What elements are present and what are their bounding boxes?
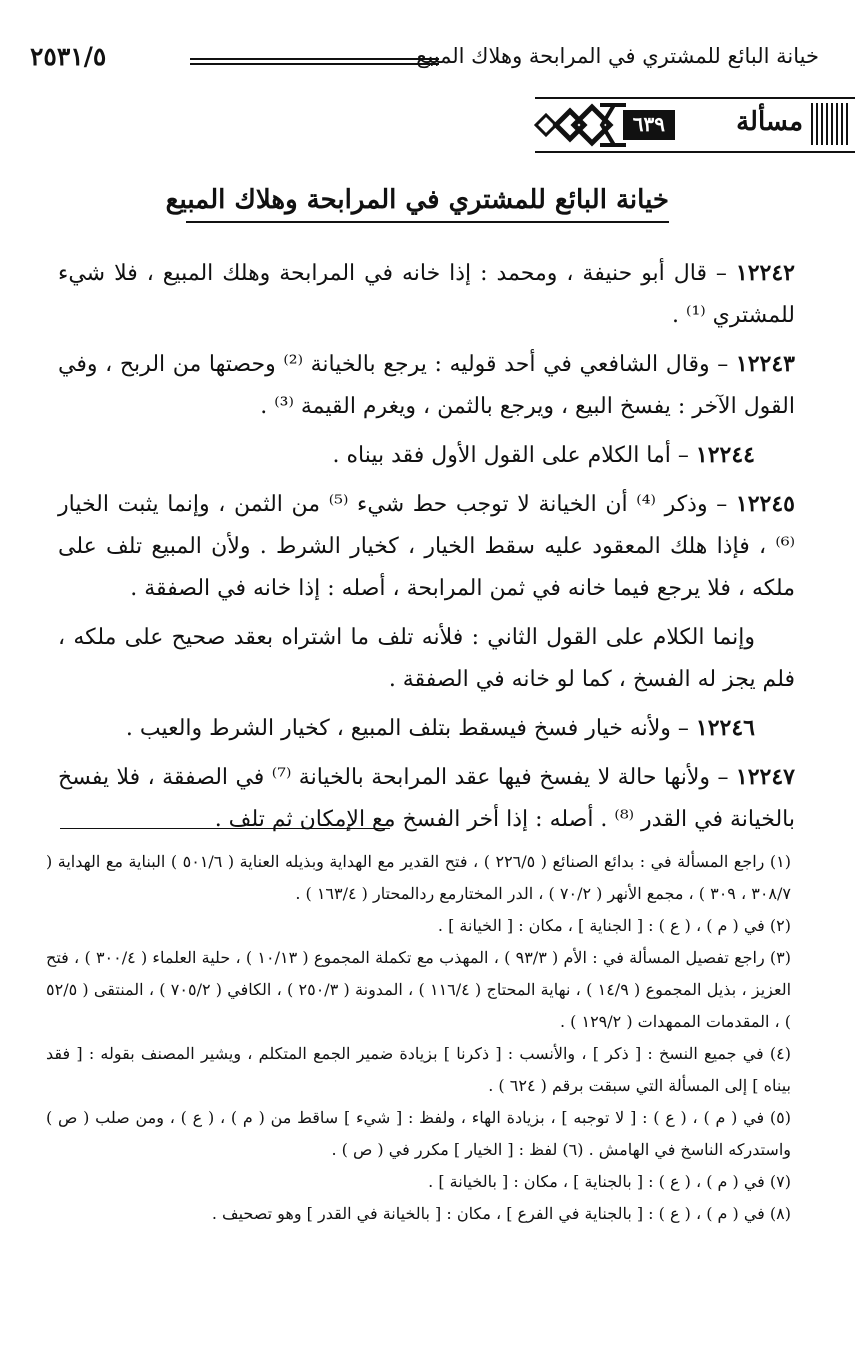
running-header	[30, 44, 819, 78]
footnote: (٥) في ( م ) ، ( ع ) : [ لا توجبه ] ، بزيادة الهاء ، ولفظ : [ شيء ] ساقط من ( م ) ، ( ع ) ، ومن صلب ( ص ) واستدركه الناسخ في الهامش . (٦) لفظ : [ الخيار ] مكرر في ( ص ) .	[46, 1108, 791, 1159]
paragraph-number: ١٢٢٤٦	[695, 715, 755, 741]
footnotes	[46, 846, 791, 1230]
paragraph	[58, 252, 795, 337]
paragraph-text: – أما الكلام على القول الأول فقد بيناه .	[332, 443, 696, 468]
paragraph-number: ١٢٢٤٢	[735, 260, 795, 286]
page-reference: ٢٥٣١/٥	[30, 42, 107, 71]
vertical-lines-ornament	[811, 103, 849, 145]
paragraph-number: ١٢٢٤٧	[735, 764, 795, 790]
paragraph-number: ١٢٢٤٤	[695, 442, 755, 468]
footnote: (١) راجع المسألة في : بدائع الصنائع ( ٢٢٦/٥ ) ، فتح القدير مع الهداية وبذيله العناية ( ٥٠١/٦ ) البناية مع الهداية ( ٣٠٨/٧ ، ٣٠٩ ) ، مجمع الأنهر ( ٧٠/٢ ) ، الدر المختارمع ردالمحتار ( ١٦٣/٤ ) .	[46, 852, 791, 903]
paragraph-text: – ولأنها حالة لا يفسخ فيها عقد المرابحة بالخيانة ⁽⁷⁾ في الصفقة ، فلا يفسخ بالخيانة في القدر ⁽⁸⁾ . أصله : إذا أخر الفسخ مع الإمكان ثم تلف .	[58, 765, 795, 832]
knot-ornament-icon	[530, 97, 630, 153]
paragraph-number: ١٢٢٤٣	[735, 351, 795, 377]
masala-label: مسألة	[736, 107, 803, 137]
paragraph-text: – وذكر ⁽⁴⁾ أن الخيانة لا توجب حط شيء ⁽⁵⁾ من الثمن ، وإنما يثبت الخيار ⁽⁶⁾ ، فإذا هلك المعقود عليه سقط الخيار ، كخيار الشرط . ولأن المبيع تلف على ملكه ، فلا يرجع فيما خانه في ثمن المرابحة ، أصله : إذا خانه في الصفقة .	[58, 492, 795, 601]
section-heading: خيانة البائع للمشتري في المرابحة وهلاك المبيع	[186, 185, 669, 223]
paragraph	[58, 616, 795, 701]
footnote-separator	[60, 828, 390, 829]
paragraph-number: ١٢٢٤٥	[735, 491, 795, 517]
paragraph-text: – وقال الشافعي في أحد قوليه : يرجع بالخيانة ⁽²⁾ وحصتها من الربح ، وفي القول الآخر : يفسخ البيع ، ويرجع بالثمن ، ويغرم القيمة ⁽³⁾ .	[58, 352, 795, 419]
paragraph	[58, 434, 795, 477]
header-rule	[190, 58, 439, 65]
footnote: (٢) في ( م ) ، ( ع ) : [ الجناية ] ، مكان : [ الخيانة ] .	[437, 916, 791, 935]
footnote: (٤) في جميع النسخ : [ ذكر ] ، والأنسب : [ ذكرنا ] بزيادة ضمير الجمع المتكلم ، ويشير المصنف بقوله : [ فقد بيناه ] إلى المسألة التي سبقت برقم ( ٦٢٤ ) .	[46, 1044, 791, 1095]
masala-number: ٦٣٩	[623, 110, 675, 140]
running-title: خيانة البائع للمشتري في المرابحة وهلاك المبيع	[416, 44, 819, 68]
body-text	[58, 252, 795, 847]
footnote: (٣) راجع تفصيل المسألة في : الأم ( ٩٣/٣ ) ، المهذب مع تكملة المجموع ( ١٠/١٣ ) ، حلية العلماء ( ٣٠٠/٤ ) ، فتح العزيز ، بذيل المجموع ( ١٤/٩ ) ، نهاية المحتاج ( ١١٦/٤ ) ، المدونة ( ٢٥٠/٣ ) ، الكافي ( ٧٠٥/٢ ) ، المنتقى ( ٥٢/٥ ) ، المقدمات الممهدات ( ١٢٩/٢ ) .	[46, 948, 792, 1031]
footnote: (٧) في ( م ) ، ( ع ) : [ بالجناية ] ، مكان : [ بالخيانة ] .	[428, 1172, 791, 1191]
paragraph-text: – ولأنه خيار فسخ فيسقط بتلف المبيع ، كخيار الشرط والعيب .	[125, 716, 696, 741]
paragraph-text: وإنما الكلام على القول الثاني : فلأنه تلف ما اشتراه بعقد صحيح على ملكه ، فلم يجز له الفسخ ، كما لو خانه في الصفقة .	[58, 625, 795, 692]
paragraph	[58, 707, 795, 750]
paragraph	[58, 343, 795, 428]
paragraph	[58, 483, 795, 610]
paragraph-text: – قال أبو حنيفة ، ومحمد : إذا خانه في المرابحة وهلك المبيع ، فلا شيء للمشتري ⁽¹⁾ .	[58, 261, 795, 328]
footnote: (٨) في ( م ) ، ( ع ) : [ بالجناية في الفرع ] ، مكان : [ بالخيانة في القدر ] وهو تصحيف .	[211, 1204, 791, 1223]
